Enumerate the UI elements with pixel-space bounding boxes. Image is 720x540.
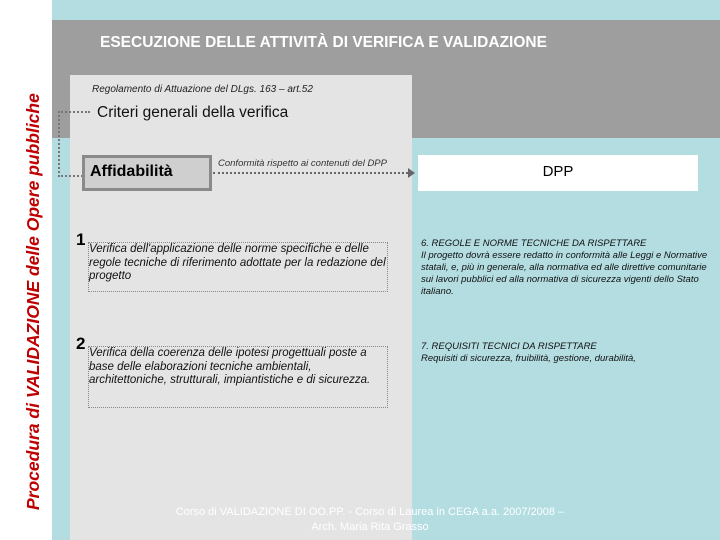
slide-subtitle: Regolamento di Attuazione del DLgs. 163 – art.52 [92, 84, 313, 95]
slide-title: ESECUZIONE DELLE ATTIVITÀ DI VERIFICA E VALIDAZIONE [100, 34, 547, 51]
section-heading: Criteri generali della verifica [97, 104, 289, 121]
vertical-title: Procedura di VALIDAZIONE delle Opere pubbliche [23, 93, 43, 510]
footer-line: Corso di VALIDAZIONE DI OO.PP. - Corso di Laurea in CEGA a.a. 2007/2008 – [175, 506, 565, 518]
reference-text: 7. REQUISITI TECNICI DA RISPETTARE Requisiti di sicurezza, fruibilità, gestione, durabilità, [421, 341, 636, 364]
footer-author: Arch. Maria Rita Grasso [311, 521, 429, 533]
reference-text: 6. REGOLE E NORME TECNICHE DA RISPETTARE Il progetto dovrà essere redatto in conformità alle Leggi e Normative statali, e, più in generale, alla normativa ed alle direttive comunitarie sui lavori pubblici ed alla normativa di sicurezza vigenti dello Stato italiano. [421, 238, 708, 297]
affidabilita-label: Affidabilità [90, 163, 173, 180]
criterion-box: Verifica della coerenza delle ipotesi progettuali poste a base delle elaborazioni tecniche ambientali, architettoniche, strutturali, impiantistiche e di sicurezza. [88, 346, 388, 408]
content-panel [70, 75, 412, 540]
connector-label: Conformità rispetto ai contenuti del DPP [218, 158, 387, 169]
item-number: 1 [76, 230, 86, 249]
arrow-right-icon [408, 168, 415, 178]
dpp-label: DPP [542, 163, 574, 180]
criterion-box: Verifica dell'applicazione delle norme specifiche e delle regole tecniche di riferimento adottate per la redazione del progetto [88, 242, 388, 292]
item-number: 2 [76, 334, 86, 353]
footer [140, 505, 600, 535]
connector-line [213, 172, 408, 174]
